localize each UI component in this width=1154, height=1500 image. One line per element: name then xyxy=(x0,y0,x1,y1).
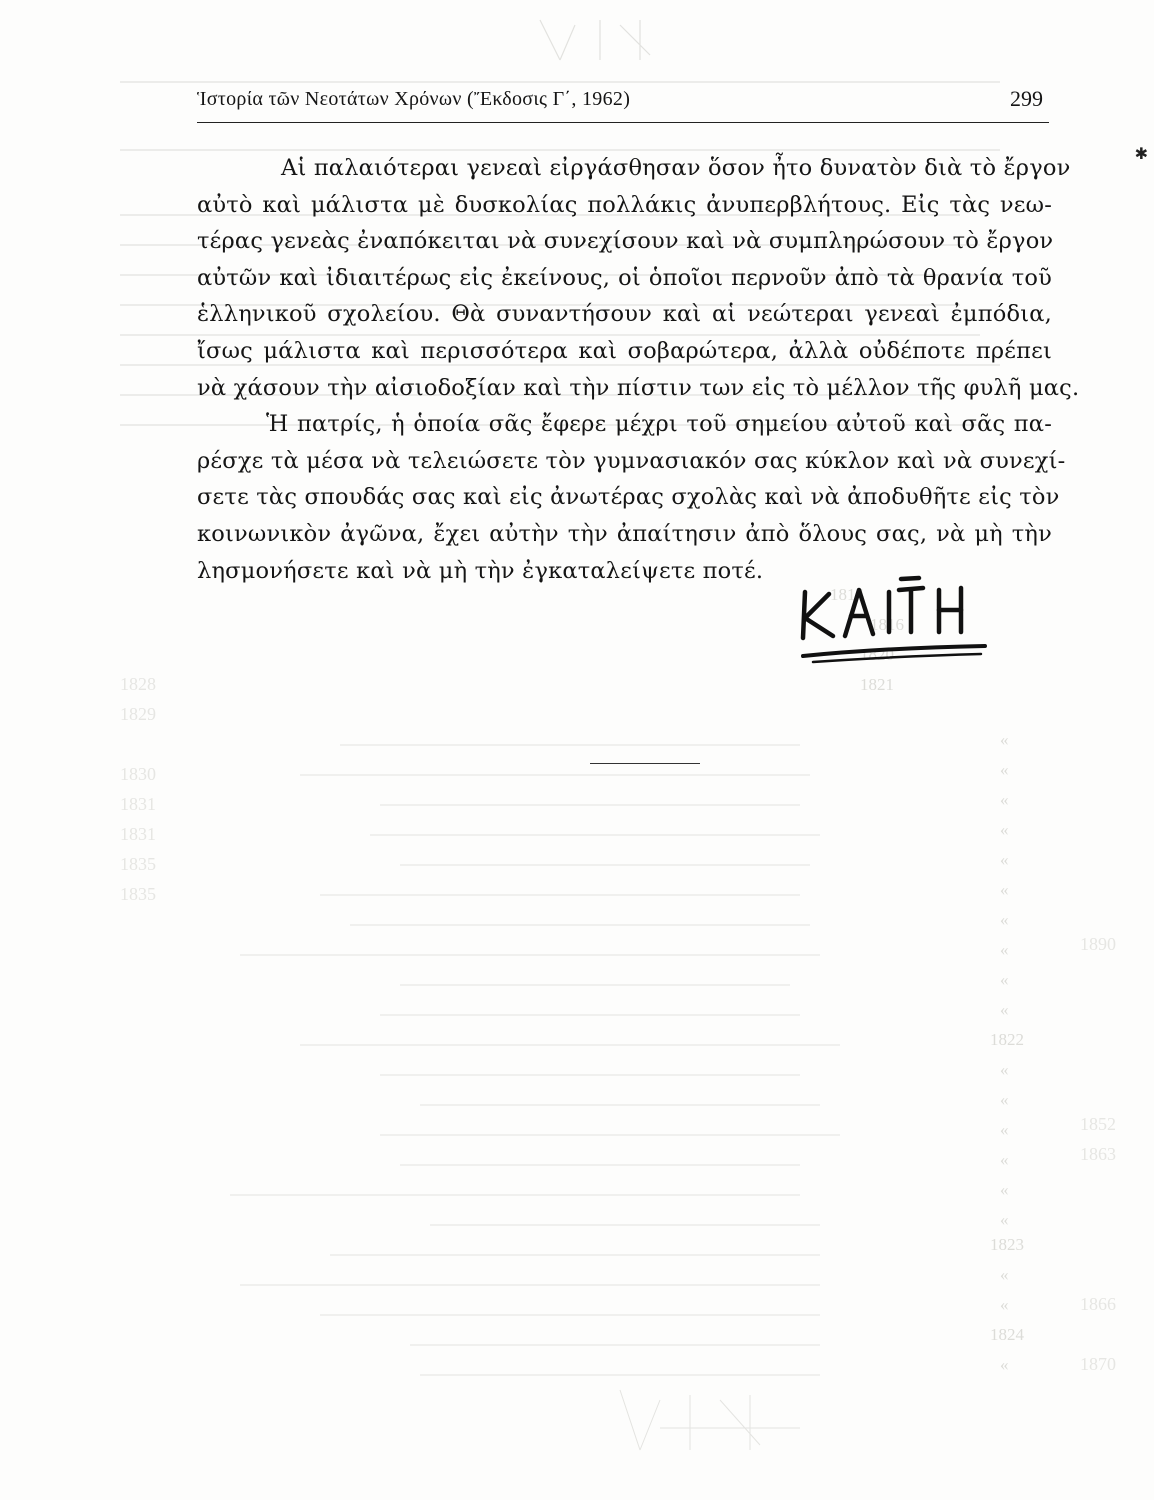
svg-text:«: « xyxy=(1000,1265,1009,1284)
svg-text:«: « xyxy=(1000,1150,1009,1169)
svg-text:«: « xyxy=(1000,850,1009,869)
svg-text:1890: 1890 xyxy=(1080,934,1116,954)
svg-text:«: « xyxy=(1000,1120,1009,1139)
svg-text:1816: 1816 xyxy=(870,615,904,634)
svg-text:«: « xyxy=(1000,1355,1009,1374)
svg-text:1831: 1831 xyxy=(120,794,156,814)
text-line: ἑλληνικοῦ σχολείου. Θὰ συναντήσουν καὶ αἱ νεώτεραι γενεαὶ ἐμπόδια, xyxy=(197,301,1052,328)
text-line: λησμονήσετε καὶ νὰ μὴ τὴν ἐγκαταλείψετε ποτέ. xyxy=(197,557,764,584)
text-line: κοινωνικὸν ἀγῶνα, ἔχει αὐτὴν τὴν ἀπαίτησιν ἀπὸ ὅλους σας, νὰ μὴ τὴν xyxy=(197,520,1052,547)
svg-text:1821: 1821 xyxy=(860,675,894,694)
svg-text:1830: 1830 xyxy=(120,764,156,784)
running-title: Ἱστορία τῶν Νεοτάτων Χρόνων (Ἔκδοσις Γ΄, 1962) xyxy=(197,88,631,110)
svg-text:1814: 1814 xyxy=(830,585,864,604)
handwritten-signature xyxy=(793,570,1003,670)
svg-text:1831: 1831 xyxy=(120,824,156,844)
svg-text:«: « xyxy=(1000,880,1009,899)
text-line: Ἡ πατρίς, ἡ ὁποία σᾶς ἔφερε μέχρι τοῦ σημείου αὐτοῦ καὶ σᾶς πα- xyxy=(266,411,1052,438)
svg-text:1822: 1822 xyxy=(990,1030,1024,1049)
svg-text:«: « xyxy=(1000,790,1009,809)
svg-text:1820: 1820 xyxy=(860,645,894,664)
running-header xyxy=(197,84,1049,123)
text-line: ρέσχε τὰ μέσα νὰ τελειώσετε τὸν γυμνασιακόν σας κύκλον καὶ νὰ συνεχί- xyxy=(197,447,1066,474)
svg-text:«: « xyxy=(1000,1295,1009,1314)
text-line: αὐτὸ καὶ μάλιστα μὲ δυσκολίας πολλάκις ἀνυπερβλήτους. Εἰς τὰς νεω- xyxy=(197,191,1052,218)
text-line: αὐτῶν καὶ ἰδιαιτέρως εἰς ἐκείνους, οἱ ὁποῖοι περνοῦν ἀπὸ τὰ θρανία τοῦ xyxy=(197,264,1052,291)
svg-text:1824: 1824 xyxy=(990,1325,1024,1344)
svg-text:1829: 1829 xyxy=(120,704,156,724)
svg-text:«: « xyxy=(1000,1210,1009,1229)
svg-text:«: « xyxy=(1000,1090,1009,1109)
text-line: σετε τὰς σπουδάς σας καὶ εἰς ἀνωτέρας σχολὰς καὶ νὰ ἀποδυθῆτε εἰς τὸν xyxy=(197,484,1060,511)
text-line: Αἱ παλαιότεραι γενεαὶ εἰργάσθησαν ὅσον ἦτο δυνατὸν διὰ τὸ ἔργον xyxy=(281,155,1071,181)
svg-text:1863: 1863 xyxy=(1080,1144,1116,1164)
body-text xyxy=(197,150,1080,589)
svg-text:«: « xyxy=(1000,1000,1009,1019)
svg-text:1866: 1866 xyxy=(1080,1294,1116,1314)
section-divider xyxy=(590,763,700,764)
page-number: 299 xyxy=(1010,86,1043,111)
svg-text:«: « xyxy=(1000,820,1009,839)
svg-text:«: « xyxy=(1000,1180,1009,1199)
svg-text:1870: 1870 xyxy=(1080,1354,1116,1374)
svg-text:1828: 1828 xyxy=(120,674,156,694)
text-line: ἴσως μάλιστα καὶ περισσότερα καὶ σοβαρώτερα, ἀλλὰ οὐδέποτε πρέπει xyxy=(197,337,1052,364)
svg-text:1852: 1852 xyxy=(1080,1114,1116,1134)
svg-text:«: « xyxy=(1000,940,1009,959)
text-line: νὰ χάσουν τὴν αἰσιοδοξίαν καὶ τὴν πίστιν των εἰς τὸ μέλλον τῆς φυλῆ μας. xyxy=(197,374,1080,401)
svg-text:«: « xyxy=(1000,730,1009,749)
svg-text:1823: 1823 xyxy=(990,1235,1024,1254)
margin-mark: ✱ xyxy=(1134,144,1148,163)
svg-text:«: « xyxy=(1000,760,1009,779)
svg-text:1835: 1835 xyxy=(120,854,156,874)
svg-text:«: « xyxy=(1000,910,1009,929)
text-line: τέρας γενεὰς ἐναπόκειται νὰ συνεχίσουν καὶ νὰ συμπληρώσουν τὸ ἔργον xyxy=(197,228,1054,255)
svg-text:«: « xyxy=(1000,1060,1009,1079)
svg-text:«: « xyxy=(1000,970,1009,989)
svg-text:1835: 1835 xyxy=(120,884,156,904)
